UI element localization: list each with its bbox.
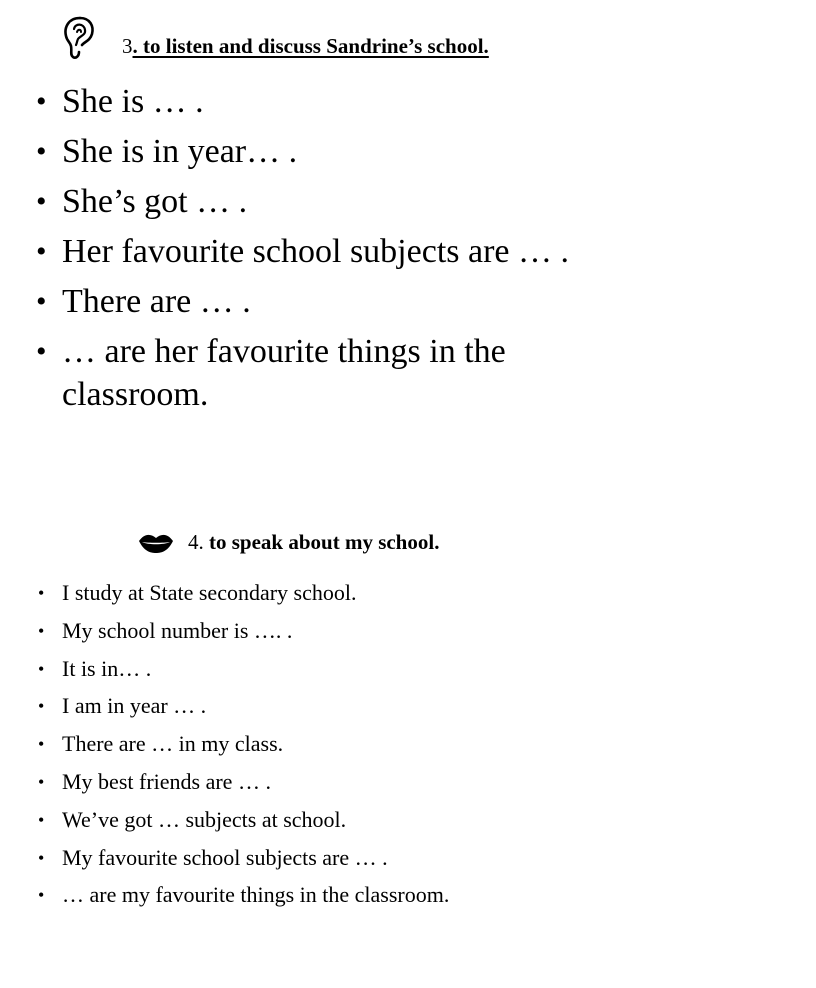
list-item-text: … are my favourite things in the classroom. (62, 882, 450, 908)
list-item (38, 729, 638, 759)
list-item (38, 654, 638, 684)
bullet: • (38, 583, 45, 603)
list-item-text: My school number is …. . (62, 617, 293, 643)
section-3-list (36, 80, 636, 423)
list-item-text: There are … in my class. (62, 731, 284, 757)
section-4-number: 4. (188, 530, 204, 554)
bullet: • (38, 809, 45, 830)
list-item (38, 691, 638, 721)
list-item (36, 80, 636, 123)
list-item-text: It is in… . (62, 655, 152, 681)
bullet: • (36, 235, 47, 268)
list-item-text: She is … . (62, 83, 204, 120)
section-4-heading (138, 530, 439, 555)
list-item-text: She is in year… . (62, 133, 298, 170)
bullet: • (38, 885, 45, 906)
list-item (36, 330, 636, 416)
section-3-title (122, 34, 489, 59)
list-item (38, 616, 638, 646)
list-item-text: … are her favourite things in the classroom. (62, 333, 506, 413)
bullet: • (38, 658, 45, 679)
list-item-text: My best friends are … . (62, 768, 271, 794)
bullet: • (36, 135, 47, 168)
list-item-text: My favourite school subjects are … . (62, 844, 388, 870)
list-item (36, 230, 636, 273)
bullet: • (38, 696, 45, 717)
section-4-title (188, 530, 439, 555)
bullet: • (36, 85, 47, 118)
list-item-text: We’ve got … subjects at school. (62, 806, 347, 832)
list-item-text: There are … . (62, 283, 251, 320)
ear-icon (60, 14, 96, 60)
list-item (38, 578, 638, 608)
list-item (38, 805, 638, 835)
lips-icon (138, 532, 174, 554)
section-3-heading (60, 14, 489, 60)
section-3-title-text: . to listen and discuss Sandrine’s school. (132, 34, 489, 58)
bullet: • (38, 620, 45, 641)
bullet: • (36, 335, 47, 368)
list-item (38, 843, 638, 873)
list-item-text: Her favourite school subjects are … . (62, 233, 569, 270)
list-item-text: I study at State secondary school. (62, 580, 357, 605)
section-4-list (38, 578, 638, 918)
bullet: • (38, 771, 45, 792)
section-3-number: 3 (122, 34, 133, 58)
list-item-text: I am in year … . (62, 693, 207, 719)
bullet: • (36, 285, 47, 318)
list-item (36, 280, 636, 323)
bullet: • (38, 734, 45, 755)
bullet: • (38, 847, 45, 868)
list-item (36, 130, 636, 173)
list-item (38, 880, 638, 910)
section-4-title-text: to speak about my school. (209, 530, 440, 554)
bullet: • (36, 185, 47, 218)
list-item-text: She’s got … . (62, 183, 248, 220)
list-item (36, 180, 636, 223)
list-item (38, 767, 638, 797)
